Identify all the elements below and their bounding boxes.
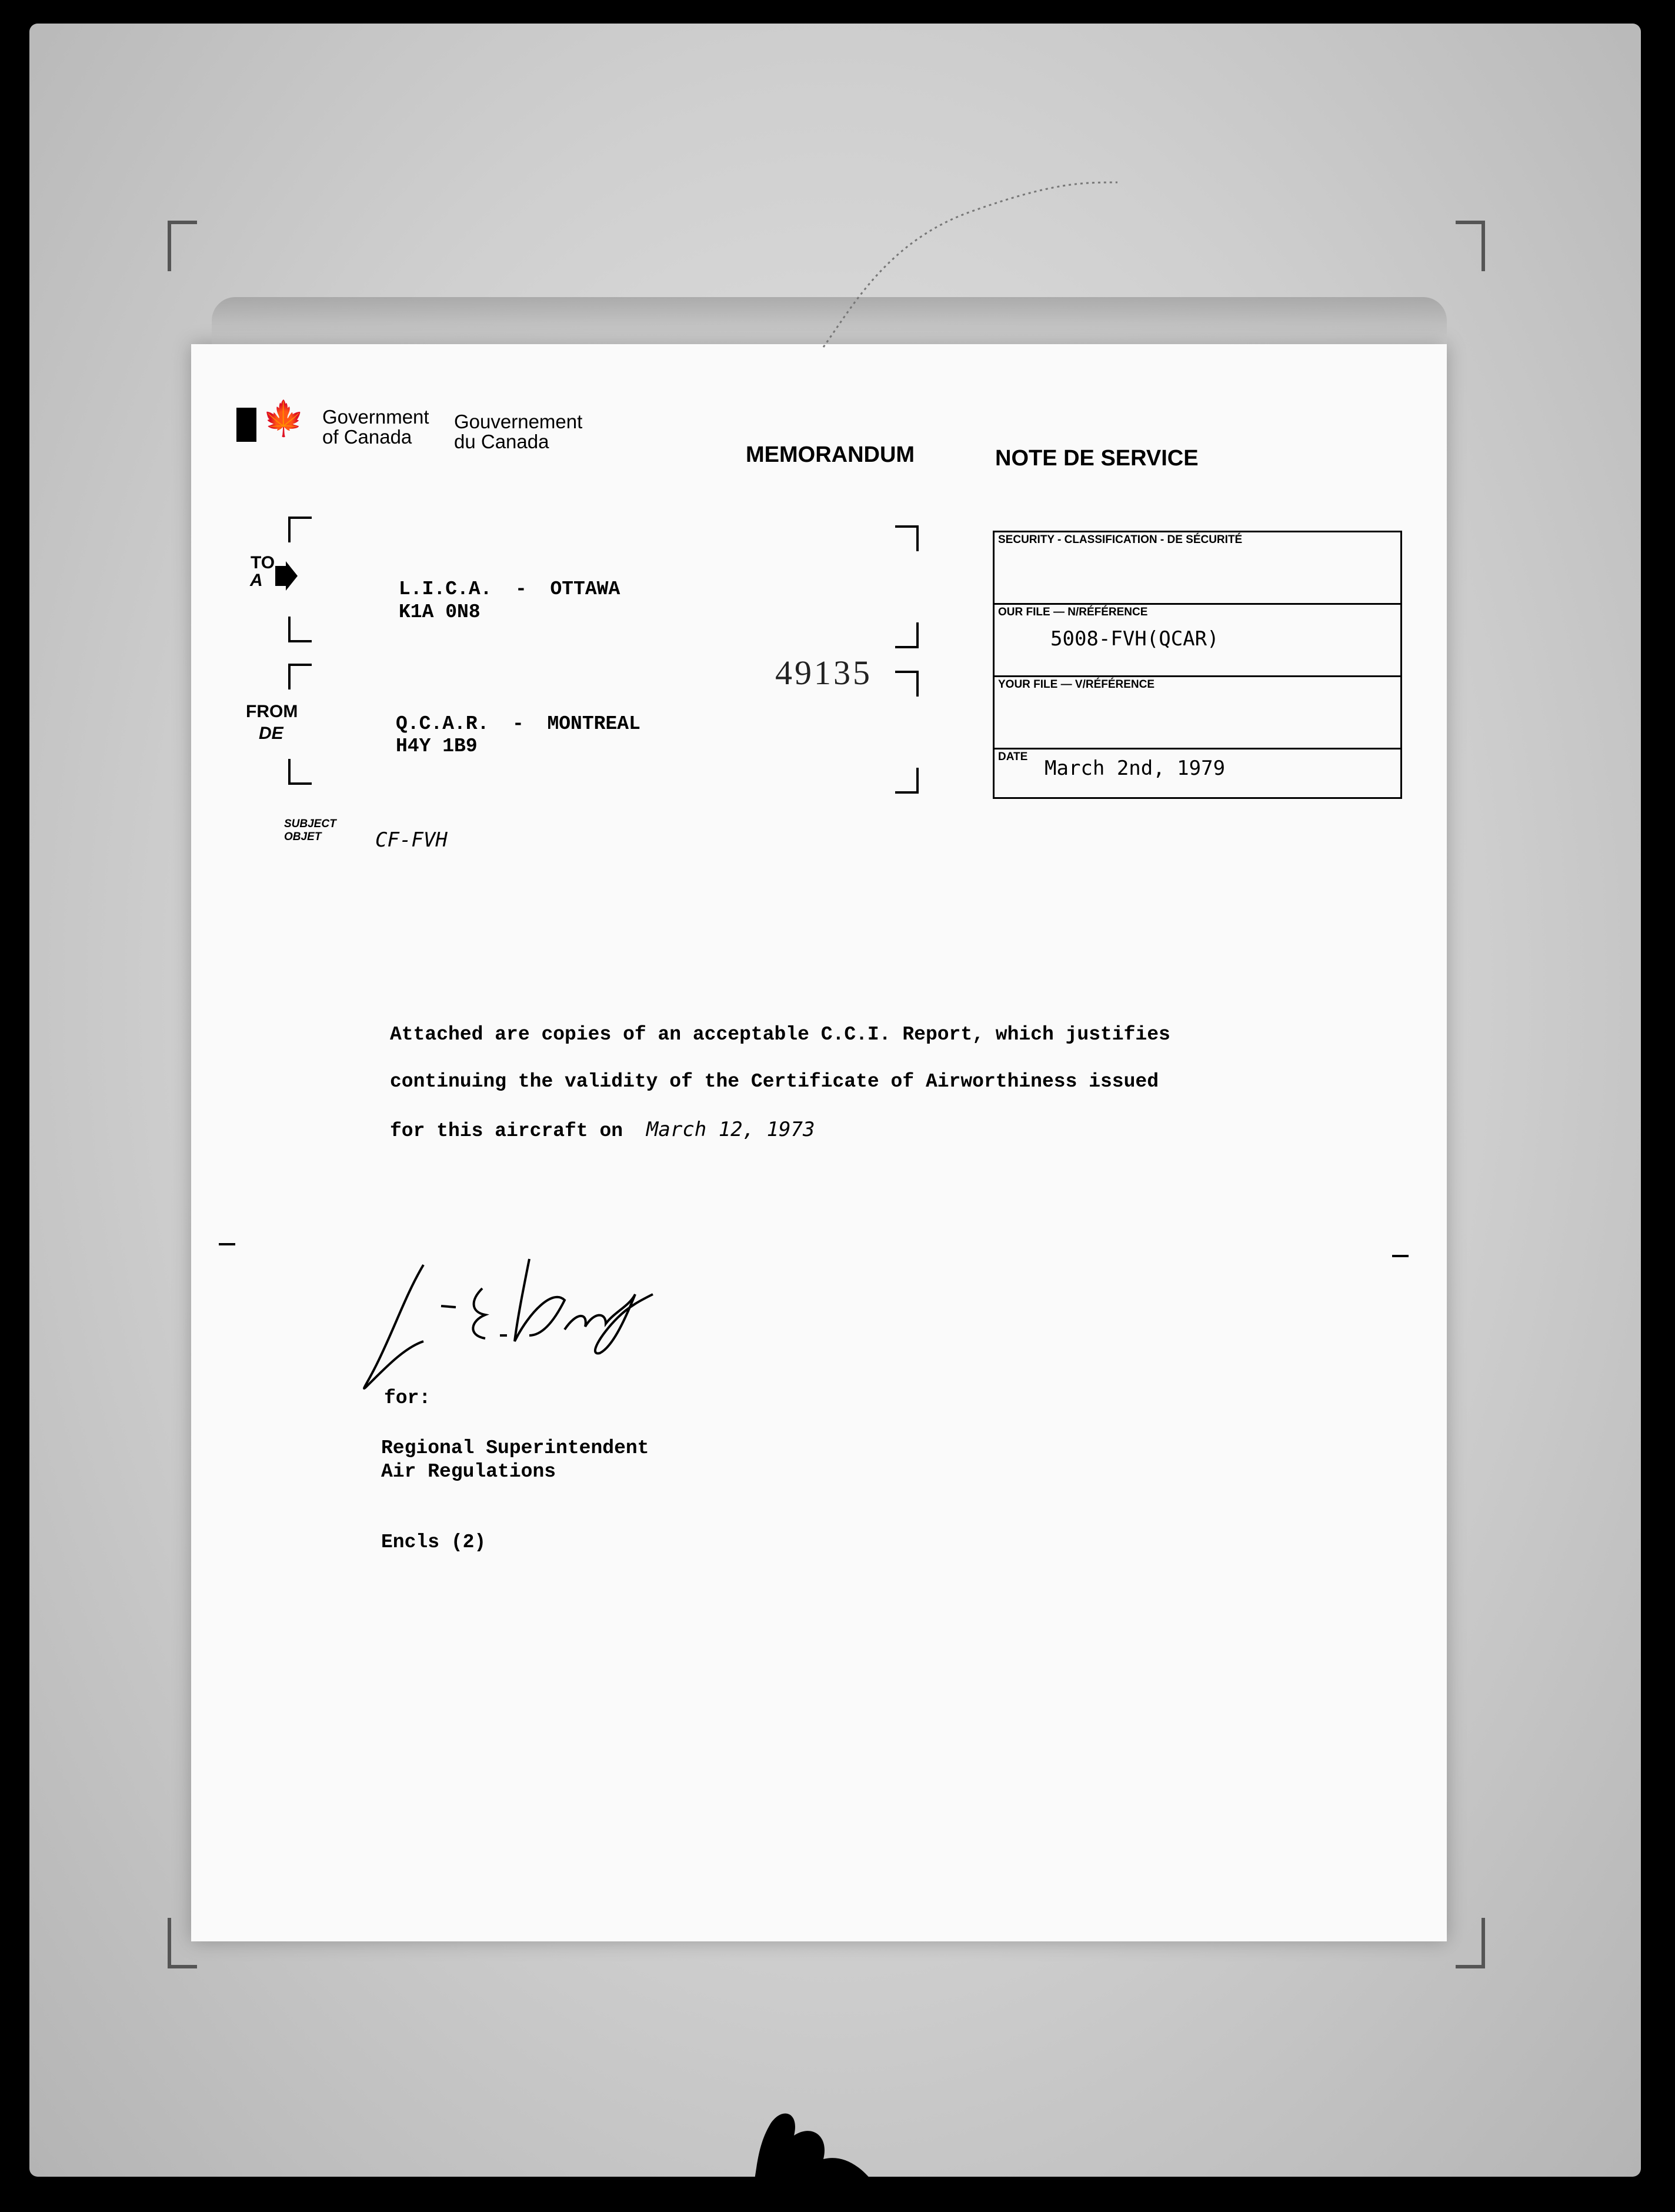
- from-bracket-bottom: [288, 759, 312, 785]
- your-file-row: [995, 677, 1400, 749]
- mat-scratch: [818, 171, 1123, 359]
- date-row: [995, 749, 1400, 795]
- for-label: for:: [384, 1387, 431, 1409]
- government-of-canada-en: Government of Canada: [322, 406, 429, 448]
- coa-issue-date: March 12, 1973: [646, 1118, 815, 1141]
- from-line-1: Q.C.A.R. - MONTREAL: [396, 713, 640, 735]
- signature: [353, 1247, 659, 1400]
- to-label-fr: A: [250, 571, 263, 590]
- subject-value: CF-FVH: [375, 828, 448, 852]
- our-file-row: [995, 605, 1400, 677]
- flag-bar: [236, 408, 256, 442]
- bottom-ink-mark: [735, 2100, 912, 2212]
- date-label: DATE: [998, 751, 1028, 763]
- from-line-2: H4Y 1B9: [396, 735, 478, 757]
- subject-label: SUBJECT OBJET: [284, 818, 336, 843]
- body-line-3: [390, 1118, 815, 1142]
- right-bracket-3: [895, 671, 919, 697]
- enclosures: Encls (2): [381, 1531, 486, 1553]
- our-file-label: OUR FILE — N/RÉFÉRENCE: [998, 606, 1148, 618]
- margin-tick-right: [1392, 1255, 1409, 1257]
- crop-mark-bottom-right: [1456, 1918, 1485, 1968]
- maple-leaf-icon: 🍁: [262, 399, 305, 438]
- body-line-3-prefix: for this aircraft on: [390, 1120, 623, 1142]
- date-value: March 2nd, 1979: [1045, 757, 1226, 780]
- memo-title-fr: NOTE DE SERVICE: [995, 446, 1199, 471]
- margin-tick-left: [219, 1243, 235, 1245]
- memo-title-en: MEMORANDUM: [746, 442, 915, 467]
- right-bracket-1: [895, 525, 919, 551]
- from-bracket-top: [288, 664, 312, 689]
- government-of-canada-fr: Gouvernement du Canada: [454, 411, 583, 452]
- from-label-en: FROM: [246, 702, 298, 721]
- to-line-1: L.I.C.A. - OTTAWA: [399, 578, 620, 600]
- to-label-en: TO: [251, 553, 275, 572]
- security-row: [995, 532, 1400, 605]
- to-bracket-bottom: [288, 617, 312, 642]
- from-label-fr: DE: [259, 724, 283, 743]
- crop-mark-top-right: [1456, 221, 1485, 271]
- body-line-2: continuing the validity of the Certificate of Airworthiness issued: [390, 1071, 1159, 1092]
- stamp-number: 49135: [775, 654, 872, 692]
- reference-box: [993, 531, 1402, 799]
- signatory-title-2: Air Regulations: [381, 1461, 556, 1483]
- right-bracket-4: [895, 768, 919, 794]
- right-bracket-2: [895, 622, 919, 648]
- arrow-right-icon: [275, 561, 299, 591]
- crop-mark-top-left: [168, 221, 197, 271]
- your-file-label: YOUR FILE — V/RÉFÉRENCE: [998, 678, 1155, 691]
- signatory-title-1: Regional Superintendent: [381, 1437, 649, 1459]
- to-bracket-top: [288, 517, 312, 542]
- body-line-1: Attached are copies of an acceptable C.C.I. Report, which justifies: [390, 1024, 1170, 1045]
- our-file-value: 5008-FVH(QCAR): [1050, 627, 1219, 651]
- security-label: SECURITY - CLASSIFICATION - DE SÉCURITÉ: [998, 534, 1243, 546]
- to-line-2: K1A 0N8: [399, 601, 481, 623]
